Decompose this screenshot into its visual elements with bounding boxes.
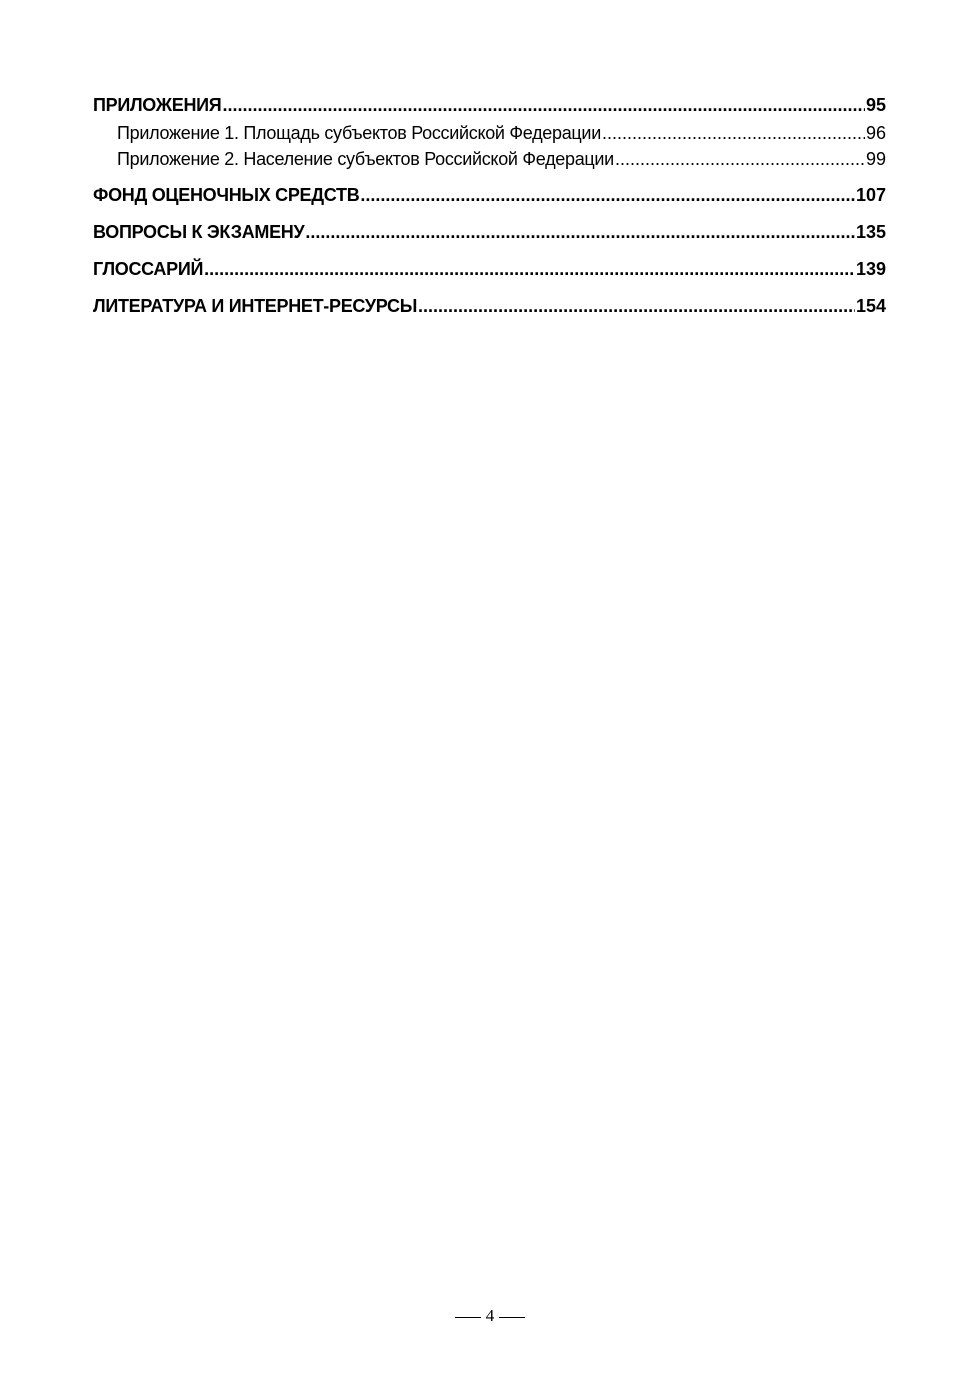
dot-leader (305, 220, 855, 244)
toc-entry-title: Приложение 1. Площадь субъектов Российской Федерации (117, 123, 601, 143)
toc-entry-title: Приложение 2. Население субъектов Российской Федерации (117, 149, 614, 169)
toc-entry-page: 99 (865, 149, 886, 169)
toc-entry-page: 135 (855, 222, 886, 242)
toc-entry-page: 107 (855, 185, 886, 205)
toc-entry-title: ГЛОССАРИЙ (93, 259, 204, 279)
dot-leader (360, 183, 855, 207)
dot-leader (602, 120, 865, 146)
toc-entry-page: 139 (855, 259, 886, 279)
toc-entry-page: 154 (855, 296, 886, 316)
footer-dash-right (499, 1317, 525, 1318)
footer-dash-left (455, 1317, 481, 1318)
toc-entry-glossary[interactable] (93, 257, 886, 281)
dot-leader (418, 294, 855, 318)
toc-entry-title: ФОНД ОЦЕНОЧНЫХ СРЕДСТВ (93, 185, 360, 205)
toc-entry-appendix-1[interactable] (93, 120, 886, 146)
toc-entry-literature[interactable] (93, 294, 886, 318)
toc-entry-page: 95 (865, 95, 886, 115)
dot-leader (204, 257, 855, 281)
table-of-contents (93, 93, 886, 318)
dot-leader (615, 146, 865, 172)
toc-entry-title: ВОПРОСЫ К ЭКЗАМЕНУ (93, 222, 305, 242)
toc-entry-exam-questions[interactable] (93, 220, 886, 244)
dot-leader (222, 93, 865, 117)
toc-entry-title: ЛИТЕРАТУРА И ИНТЕРНЕТ-РЕСУРСЫ (93, 296, 418, 316)
page-footer (0, 1305, 980, 1327)
toc-entry-title: ПРИЛОЖЕНИЯ (93, 95, 222, 115)
toc-entry-appendix-2[interactable] (93, 146, 886, 172)
toc-entry-appendices[interactable] (93, 93, 886, 117)
toc-entry-page: 96 (865, 123, 886, 143)
page-number: 4 (485, 1306, 495, 1325)
toc-entry-assessment-fund[interactable] (93, 183, 886, 207)
